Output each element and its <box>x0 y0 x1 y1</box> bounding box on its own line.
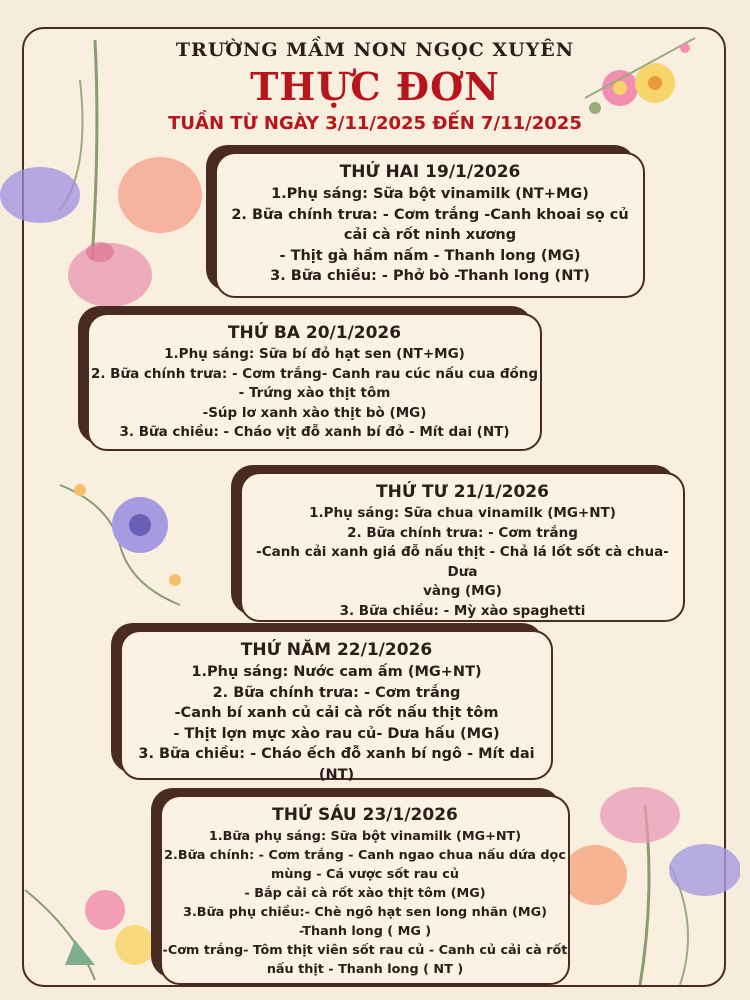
menu-line: 2. Bữa chính trưa: - Cơm trắng -Canh khoai sọ củ <box>231 206 629 223</box>
menu-line: - Trứng xào thịt tôm <box>238 385 391 401</box>
menu-line: 3. Bữa chiều: - Phở bò -Thanh long (NT) <box>270 268 590 284</box>
menu-title: THỰC ĐƠN <box>250 64 500 109</box>
menu-line: 1.Phụ sáng: Sữa chua vinamilk (MG+NT) <box>309 505 616 521</box>
menu-line: nấu thịt - Thanh long ( NT ) <box>266 962 464 977</box>
day-card-thursday <box>120 630 553 783</box>
menu-line: -Súp lơ xanh xào thịt bò (MG) <box>202 404 427 421</box>
day-card-wednesday <box>240 472 685 622</box>
menu-line: 1.Bữa phụ sáng: Sữa bột vinamilk (MG+NT) <box>208 829 522 844</box>
menu-line: 2. Bữa chính trưa: - Cơm trắng <box>212 684 461 701</box>
school-name: TRƯỜNG MẦM NON NGỌC XUYÊN <box>175 39 575 61</box>
menu-line: 3. Bữa chiều: - Mỳ xào spaghetti <box>339 602 586 619</box>
menu-line: - Bắp cải cà rốt xào thịt tôm (MG) <box>244 886 486 901</box>
day-title: THỨ SÁU 23/1/2026 <box>272 805 458 825</box>
flower-decoration-mid-left <box>50 475 190 615</box>
flower-decoration-bottom-left <box>15 870 165 990</box>
menu-line: - Thịt gà hầm nấm - Thanh long (MG) <box>279 247 581 264</box>
menu-line: -Canh bí xanh củ cải cà rốt nấu thịt tôm <box>174 705 499 721</box>
flower-decoration-bottom-right <box>560 785 740 990</box>
week-range: TUẦN TỪ NGÀY 3/11/2025 ĐẾN 7/11/2025 <box>168 113 582 134</box>
menu-line: 3. Bữa chiều: - Cháo vịt đỗ xanh bí đỏ - Mít dai (NT) <box>119 424 510 440</box>
day-title: THỨ HAI 19/1/2026 <box>339 162 521 182</box>
day-card-tuesday <box>87 313 542 451</box>
menu-line: -Cơm trắng- Tôm thịt viên sốt rau củ - Canh củ cải cà rốt <box>162 943 568 958</box>
day-title: THỨ NĂM 22/1/2026 <box>240 640 433 660</box>
menu-line: 2.Bữa chính: - Cơm trắng - Canh ngao chua nấu dứa dọc <box>164 848 566 863</box>
menu-line: 2. Bữa chính trưa: - Cơm trắng- Canh rau cúc nấu cua đồng <box>90 365 539 382</box>
day-title: THỨ TƯ 21/1/2026 <box>376 482 549 502</box>
day-title: THỨ BA 20/1/2026 <box>227 323 402 343</box>
menu-line: cải cà rốt ninh xương <box>343 227 517 243</box>
menu-line: - Thịt lợn mực xào rau củ- Dưa hấu (MG) <box>173 725 500 742</box>
day-card-friday <box>160 795 570 985</box>
menu-line: 3.Bữa phụ chiều:- Chè ngô hạt sen long nhãn (MG) <box>183 905 547 920</box>
day-card-monday <box>215 152 645 298</box>
menu-line: 2. Bữa chính trưa: - Cơm trắng <box>347 524 578 541</box>
menu-line: 3. Bữa chiều: - Cháo ếch đỗ xanh bí ngô - Mít dai (NT) <box>138 746 535 783</box>
menu-line: 1.Phụ sáng: Sữa bột vinamilk (NT+MG) <box>271 186 589 202</box>
menu-line: -Canh cải xanh giá đỗ nấu thịt - Chả lá lốt sốt cà chua- Dưa <box>256 544 669 580</box>
menu-line: 1.Phụ sáng: Sữa bí đỏ hạt sen (NT+MG) <box>164 346 465 362</box>
menu-line: 1.Phụ sáng: Nước cam ấm (MG+NT) <box>191 664 482 680</box>
menu-line: vàng (MG) <box>423 583 502 599</box>
menu-line: mùng - Cá vược sốt rau củ <box>271 867 459 882</box>
menu-line: -Thanh long ( MG ) <box>298 924 432 939</box>
